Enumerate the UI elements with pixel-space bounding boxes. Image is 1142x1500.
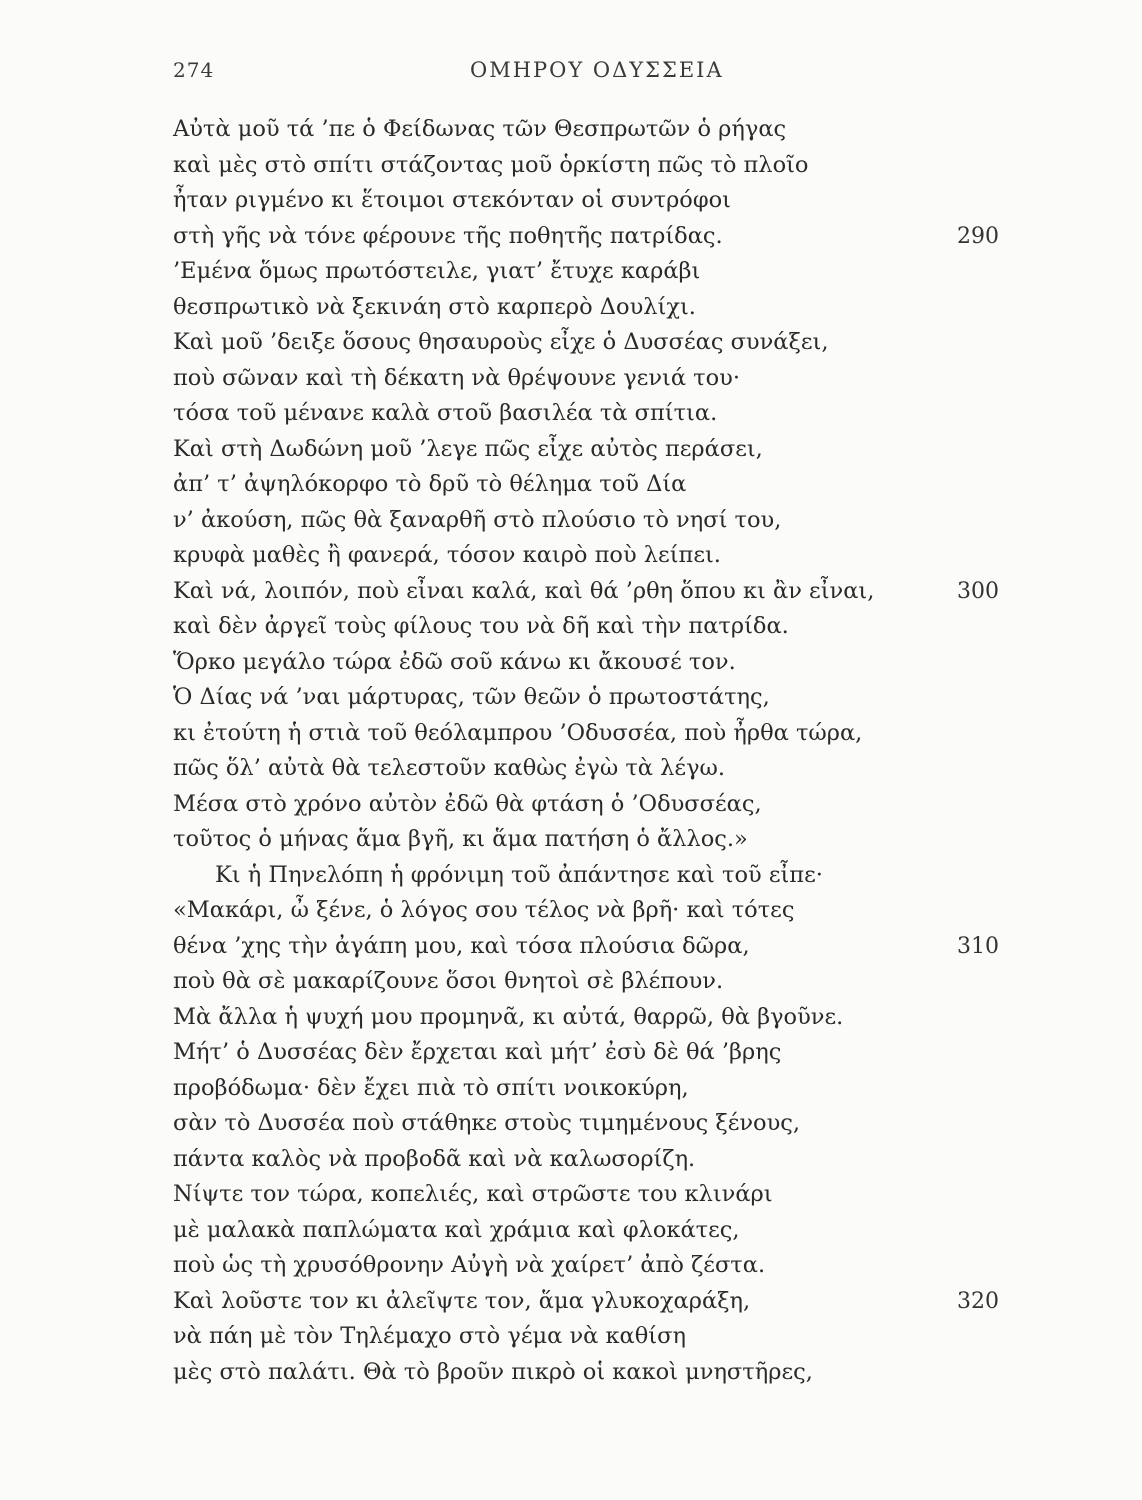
verse-text: πῶς ὅλ’ αὐτὰ θὰ τελεστοῦν καθὼς ἐγὼ τὰ λέγω. [173,755,726,781]
verse-line [173,964,1013,1000]
line-number: 310 [957,933,999,959]
verse-text: Καὶ νά, λοιπόν, ποὺ εἶναι καλά, καὶ θά ’ρθη ὅπου κι ἂν εἶναι, [173,577,875,604]
verse-text: καὶ δὲν ἀργεῖ τοὺς φίλους του νὰ δῆ καὶ τὴν πατρίδα. [173,613,789,639]
verse-line [173,290,1013,326]
verse-text: Ὁ Δίας νά ’ναι μάρτυρας, τῶν θεῶν ὁ πρωτοστάτης, [173,684,770,710]
verse-line [173,503,1013,539]
line-number: 300 [957,578,999,604]
running-title: ΟΜΗΡΟΥ ΟΔΥΣΣΕΙΑ [470,58,724,82]
verse-line [173,751,1013,787]
verse-text: μὲ μαλακὰ παπλώματα καὶ χράμια καὶ φλοκάτες, [173,1216,740,1243]
verse-line [173,219,1013,255]
verse-text: ποὺ θὰ σὲ μακαρίζουνε ὅσοι θνητοὶ σὲ βλέπουν. [173,968,724,994]
verse-line [173,787,1013,823]
verse-line [173,1319,1013,1355]
verse-line [173,183,1013,219]
verse-line [173,1213,1013,1249]
verse-line [173,1355,1013,1391]
line-number: 320 [957,1288,999,1314]
verse-text: Καὶ στὴ Δωδώνη μοῦ ’λεγε πῶς εἶχε αὐτὸς περάσει, [173,435,763,462]
page-number: 274 [173,58,215,82]
verse-text: ν’ ἀκούση, πῶς θὰ ξαναρθῆ στὸ πλούσιο τὸ νησί του, [173,506,782,533]
verse-line [173,432,1013,468]
verse-text: πάντα καλὸς νὰ προβοδᾶ καὶ νὰ καλωσορίζη. [173,1145,696,1172]
verse-text: ’Εμένα ὅμως πρωτόστειλε, γιατ’ ἔτυχε καράβι [173,258,701,284]
verse-line [173,609,1013,645]
verse-text: τοῦτος ὁ μήνας ἅμα βγῆ, κι ἅμα πατήση ὁ ἄλλος.» [173,826,748,852]
verse-text: σὰν τὸ Δυσσέα ποὺ στάθηκε στοὺς τιμημένους ξένους, [173,1110,801,1136]
verse-line [173,148,1013,184]
verse-text: Ὅρκο μεγάλο τώρα ἐδῶ σοῦ κάνω κι ἄκουσέ τον. [173,648,736,675]
verse-line [173,254,1013,290]
verse-line [173,822,1013,858]
page-header [0,58,1142,88]
verse-line [173,538,1013,574]
verse-line [173,1035,1013,1071]
verse-text: νὰ πάη μὲ τὸν Τηλέμαχο στὸ γέμα νὰ καθίση [173,1323,686,1349]
verse-text: ποὺ σῶναν καὶ τὴ δέκατη νὰ θρέψουνε γενιά του· [173,364,741,391]
verse-line [173,893,1013,929]
verse-text: στὴ γῆς νὰ τόνε φέρουνε τῆς ποθητῆς πατρίδας. [173,222,723,249]
verse-line [173,467,1013,503]
verse-text: Μέσα στὸ χρόνο αὐτὸν ἐδῶ θὰ φτάση ὁ ’Οδυσσέας, [173,790,762,817]
verse-line [173,396,1013,432]
verse-text: Καὶ λοῦστε τον κι ἀλεῖψτε τον, ἅμα γλυκοχαράξη, [173,1287,751,1314]
verse-line [173,574,1013,610]
verse-line [173,1284,1013,1320]
verse-text: καὶ μὲς στὸ σπίτι στάζοντας μοῦ ὁρκίστη πῶς τὸ πλοῖο [173,151,809,178]
verse-line [173,716,1013,752]
verse-line [173,1177,1013,1213]
verse-text: Καὶ μοῦ ’δειξε ὅσους θησαυροὺς εἶχε ὁ Δυσσέας συνάξει, [173,329,829,355]
verse-text: προβόδωμα· δὲν ἔχει πιὰ τὸ σπίτι νοικοκύρη, [173,1074,689,1101]
verse-line [173,645,1013,681]
verse-line [173,1248,1013,1284]
verse-line [173,325,1013,361]
verse-line [173,680,1013,716]
verse-text: ποὺ ὡς τὴ χρυσόθρονην Αὐγὴ νὰ χαίρετ’ ἀπὸ ζέστα. [173,1252,766,1278]
verse-line [173,361,1013,397]
verse-text: «Μακάρι, ὦ ξένε, ὁ λόγος σου τέλος νὰ βρῆ· καὶ τότες [173,897,795,923]
verse-text: θένα ’χης τὴν ἀγάπη μου, καὶ τόσα πλούσια δῶρα, [173,932,750,959]
verse-text: Μήτ’ ὁ Δυσσέας δὲν ἔρχεται καὶ μήτ’ ἐσὺ δὲ θά ’βρης [173,1039,782,1065]
verse-text: Κι ἡ Πηνελόπη ἡ φρόνιμη τοῦ ἀπάντησε καὶ τοῦ εἶπε· [215,861,823,888]
line-number: 290 [957,223,999,249]
verse-text: κρυφὰ μαθὲς ἢ φανερά, τόσον καιρὸ ποὺ λείπει. [173,542,721,568]
verse-line [173,1106,1013,1142]
verse-text: κι ἐτούτη ἡ στιὰ τοῦ θεόλαμπρου ’Οδυσσέα, ποὺ ἦρθα τώρα, [173,719,863,746]
verse-text: ἀπ’ τ’ ἀψηλόκορφο τὸ δρῦ τὸ θέλημα τοῦ Δία [173,471,687,497]
verse-line [173,858,1013,894]
verse-line [173,1000,1013,1036]
verse-text: θεσπρωτικὸ νὰ ξεκινάη στὸ καρπερὸ Δουλίχι. [173,293,696,320]
verse-line [173,929,1013,965]
verse-text: τόσα τοῦ μένανε καλὰ στοῦ βασιλέα τὰ σπίτια. [173,400,718,426]
verse-block [173,112,1013,1390]
verse-text: Αὐτὰ μοῦ τά ’πε ὁ Φείδωνας τῶν Θεσπρωτῶν ὁ ρήγας [173,116,787,142]
verse-text: Μὰ ἄλλα ἡ ψυχή μου προμηνᾶ, κι αὐτά, θαρρῶ, θὰ βγοῦνε. [173,1003,844,1030]
verse-line [173,112,1013,148]
verse-line [173,1142,1013,1178]
verse-text: Νίψτε τον τώρα, κοπελιές, καὶ στρῶστε του κλινάρι [173,1181,773,1207]
verse-line [173,1071,1013,1107]
verse-text: ἦταν ριγμένο κι ἕτοιμοι στεκόνταν οἱ συντρόφοι [173,187,731,213]
verse-text: μὲς στὸ παλάτι. Θὰ τὸ βροῦν πικρὸ οἱ κακοὶ μνηστῆρες, [173,1358,813,1385]
